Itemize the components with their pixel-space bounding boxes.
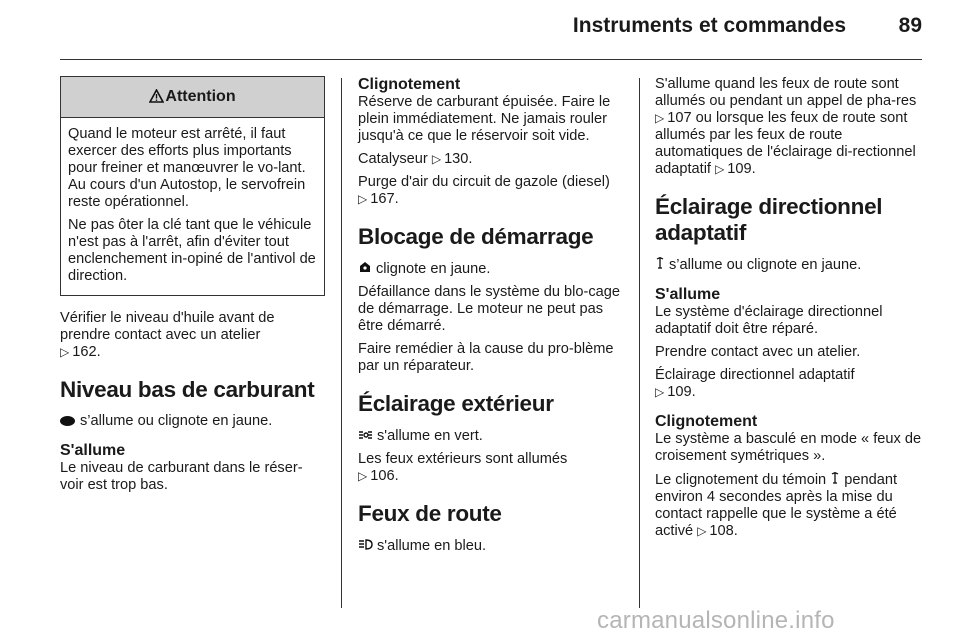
attention-title: Attention (165, 88, 236, 105)
fuel-low-icon (60, 416, 75, 426)
attention-body (61, 118, 324, 295)
catalyst-ref[interactable]: 130. (444, 151, 473, 167)
adaptive-on-text-3: Éclairage directionnel adaptatif (655, 367, 855, 383)
high-beam-heading: Feux de route (358, 501, 502, 526)
adaptive-on-heading: S'allume (655, 286, 721, 303)
warning-triangle-icon (149, 79, 164, 119)
attention-box (60, 76, 325, 296)
page-reference-arrow-icon: ▷ (431, 152, 442, 166)
oil-check-text: Vérifier le niveau d'huile avant de prendre contact avec un atelier (60, 310, 275, 343)
immobiliser-paragraph-3: Faire remédier à la cause du pro-blème par un réparateur. (358, 341, 614, 374)
page-reference-arrow-icon: ▷ (655, 385, 665, 399)
adaptive-blink-ref[interactable]: 108. (709, 523, 738, 539)
adaptive-indicator-text: s’allume ou clignote en jaune. (669, 257, 862, 273)
fuel-blink-heading: Clignotement (358, 76, 461, 93)
exterior-light-icon (358, 427, 373, 444)
attention-paragraph-1: Quand le moteur est arrêté, il faut exercer des efforts plus importants pour freiner et manœuvrer le vo-lant. Au cours d'un Autostop, le servofrein reste opérationnel. (68, 126, 306, 210)
high-beam-paragraph (655, 76, 923, 178)
attention-paragraph-2: Ne pas ôter la clé tant que le véhicule n'est pas à l'arrêt, afin d'éviter tout enclenchement in-opiné de l'antivol de direction. (68, 217, 316, 284)
page-number: 89 (898, 14, 922, 37)
page-reference-arrow-icon: ▷ (60, 345, 70, 359)
page-reference-arrow-icon: ▷ (715, 162, 725, 176)
immobiliser-paragraph-2: Défaillance dans le système du blo-cage de démarrage. Le moteur ne peut pas être démarré. (358, 284, 621, 334)
exterior-text: Les feux extérieurs sont allumés (358, 451, 568, 467)
exterior-ref[interactable]: 106. (370, 468, 399, 484)
column-2 (358, 76, 624, 561)
purge-ref[interactable]: 167. (370, 191, 399, 207)
immobiliser-heading: Blocage de démarrage (358, 224, 594, 249)
oil-check-paragraph (60, 310, 325, 361)
fuel-blink-text: Réserve de carburant épuisée. Faire le plein immédiatement. Ne jamais rouler jusqu'à ce que le réservoir soit vide. (358, 94, 611, 144)
high-beam-text-a: S'allume quand les feux de route sont allumés ou pendant un appel de pha-res (655, 76, 917, 109)
adaptive-light-icon (655, 256, 665, 273)
page-reference-arrow-icon: ▷ (697, 524, 707, 538)
high-beam-text-b: ou lorsque les feux de route sont allumés par les feux de route automatiques de l'éclairage di-rectionnel adaptatif (655, 110, 916, 177)
catalyst-paragraph (358, 151, 624, 168)
adaptive-blink-text: Le système a basculé en mode « feux de croisement symétriques ». (655, 431, 922, 464)
header-rule (60, 59, 922, 60)
column-separator-2 (639, 78, 640, 608)
column-3 (655, 76, 923, 546)
attention-header (61, 77, 324, 118)
page-header-title: Instruments et commandes (572, 14, 846, 37)
adaptive-light-icon (830, 471, 840, 488)
immobiliser-key-icon (358, 260, 372, 277)
column-separator-1 (341, 78, 342, 608)
exterior-indicator-paragraph (358, 427, 624, 445)
adaptive-blink-text-a: Le clignotement du témoin (655, 472, 827, 488)
adaptive-on-paragraph-3 (655, 367, 923, 401)
adaptive-indicator-paragraph (655, 256, 923, 274)
adaptive-blink-paragraph-2 (655, 471, 923, 540)
high-beam-indicator-text: s'allume en bleu. (377, 538, 487, 554)
oil-check-ref[interactable]: 162. (72, 344, 101, 360)
immobiliser-indicator-text: clignote en jaune. (376, 261, 491, 277)
adaptive-blink-heading: Clignotement (655, 413, 758, 430)
footer-watermark: carmanualsonline.info (597, 607, 835, 634)
high-beam-ref-2[interactable]: 109. (727, 161, 756, 177)
adaptive-on-text: Le système d'éclairage directionnel adaptatif doit être réparé. (655, 304, 883, 337)
fuel-on-text: Le niveau de carburant dans le réser-voir est trop bas. (60, 460, 303, 493)
high-beam-icon (358, 537, 373, 554)
fuel-heading: Niveau bas de carburant (60, 377, 315, 402)
page-reference-arrow-icon: ▷ (358, 469, 368, 483)
high-beam-ref-1[interactable]: 107 (667, 110, 692, 126)
page-reference-arrow-icon: ▷ (358, 192, 368, 206)
immobiliser-indicator-paragraph (358, 260, 624, 278)
exterior-indicator-text: s'allume en vert. (377, 428, 483, 444)
adaptive-blink-text-b: pendant environ 4 secondes après la mise du contact rappelle que le système a été activé (655, 472, 898, 539)
page-reference-arrow-icon: ▷ (655, 111, 665, 125)
high-beam-indicator-paragraph (358, 537, 624, 555)
catalyst-text: Catalyseur (358, 151, 428, 167)
fuel-indicator-paragraph (60, 413, 325, 430)
exterior-light-heading: Éclairage extérieur (358, 391, 554, 416)
adaptive-light-heading: Éclairage directionnel adaptatif (655, 194, 883, 245)
column-1 (60, 76, 325, 500)
fuel-indicator-text: s’allume ou clignote en jaune. (80, 413, 273, 429)
purge-paragraph (358, 174, 624, 208)
purge-text: Purge d'air du circuit de gazole (diesel) (358, 174, 610, 190)
fuel-on-heading: S'allume (60, 442, 126, 459)
adaptive-on-paragraph-2: Prendre contact avec un atelier. (655, 344, 861, 360)
exterior-paragraph-2 (358, 451, 624, 485)
adaptive-on-ref[interactable]: 109. (667, 384, 696, 400)
